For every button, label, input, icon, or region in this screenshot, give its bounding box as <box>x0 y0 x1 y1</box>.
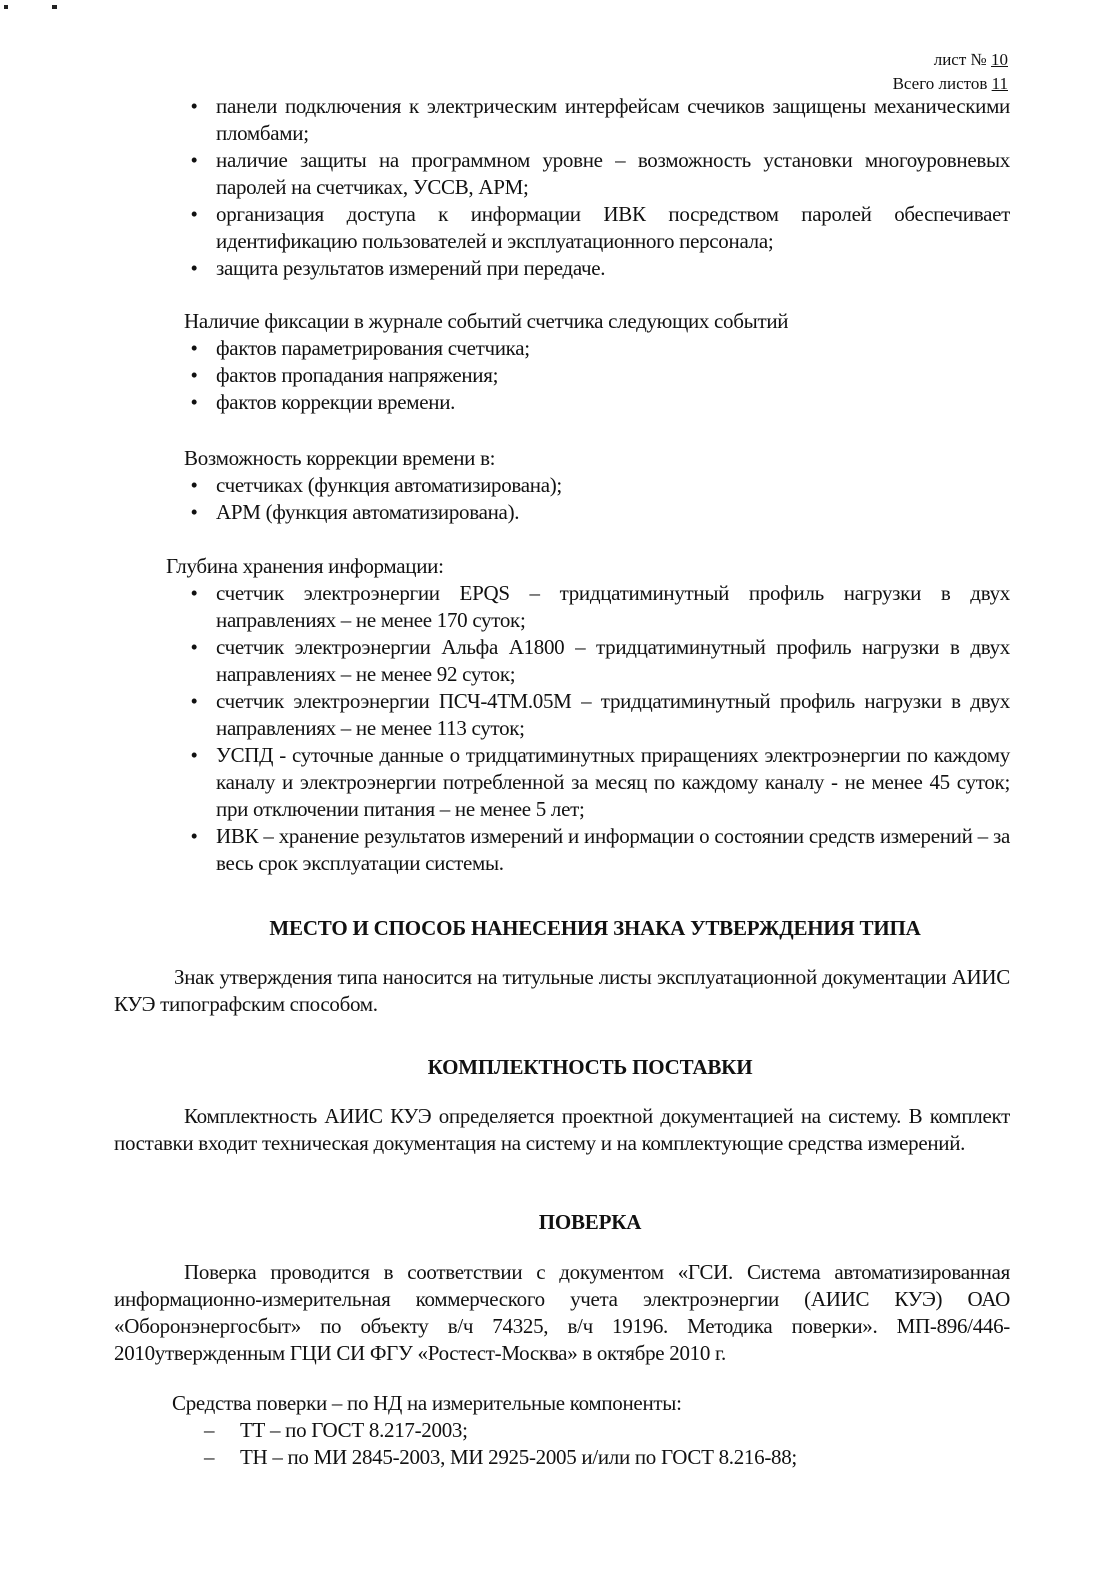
time-correction-block <box>184 445 1010 526</box>
list-item: • счетчик электроэнергии EPQS – тридцатиминутный профиль нагрузки в двух направлениях – не менее 170 суток; <box>184 580 1010 634</box>
bullet-icon: • <box>190 635 198 659</box>
sheet-label: лист № <box>933 50 987 69</box>
bullet-icon: • <box>190 824 198 848</box>
bullet-icon: • <box>190 363 198 387</box>
security-list <box>184 93 1010 282</box>
bullet-icon: • <box>190 689 198 713</box>
bullet-icon: • <box>190 743 198 767</box>
storage-list <box>184 580 1010 877</box>
list-item: • наличие защиты на программном уровне – возможность установки многоуровневых паролей на счетчиках, УССВ, АРМ; <box>184 147 1010 201</box>
events-block <box>184 308 1010 416</box>
list-item: • счетчиках (функция автоматизирована); <box>184 472 1010 499</box>
list-item: • ИВК – хранение результатов измерений и информации о состоянии средств измерений – за весь срок эксплуатации системы. <box>184 823 1010 877</box>
bullet-icon: • <box>190 473 198 497</box>
events-intro: Наличие фиксации в журнале событий счетчика следующих событий <box>184 309 789 333</box>
events-list <box>184 335 1010 416</box>
time-correction-list <box>184 472 1010 526</box>
bullet-icon: • <box>190 94 198 118</box>
list-item: • фактов коррекции времени. <box>184 389 1010 416</box>
list-item: – ТТ – по ГОСТ 8.217-2003; <box>204 1418 468 1442</box>
storage-block <box>166 553 1010 877</box>
section-text-type-mark: Знак утверждения типа наносится на титульные листы эксплуатационной документации АИИС КУЭ типографским способом. <box>114 965 1010 1016</box>
total-number: 11 <box>991 74 1008 93</box>
scan-speck <box>52 5 57 9</box>
security-list-block <box>184 93 1010 282</box>
verification-means-list <box>204 1417 1012 1471</box>
dash-icon: – <box>204 1418 215 1442</box>
storage-intro: Глубина хранения информации: <box>166 554 444 578</box>
section-title-completeness: КОМПЛЕКТНОСТЬ ПОСТАВКИ <box>427 1055 753 1079</box>
bullet-icon: • <box>190 256 198 280</box>
list-item: – ТН – по МИ 2845-2003, МИ 2925-2005 и/или по ГОСТ 8.216-88; <box>204 1445 797 1469</box>
list-item: • фактов пропадания напряжения; <box>184 362 1010 389</box>
section-title-type-mark: МЕСТО И СПОСОБ НАНЕСЕНИЯ ЗНАКА УТВЕРЖДЕНИЯ ТИПА <box>269 916 921 940</box>
verification-means-block <box>172 1390 1012 1471</box>
sheet-number: 10 <box>991 50 1008 69</box>
section-verification <box>114 1209 1010 1367</box>
scan-speck <box>4 5 8 9</box>
section-text-verification: Поверка проводится в соответствии с документом «ГСИ. Система автоматизированная информационно-измерительная коммерческого учета электроэнергии (АИИС КУЭ) ОАО «Оборонэнергосбыт» по объекту в/ч 74325, в/ч 19196. Методика поверки». МП-896/446-2010утвержденным ГЦИ СИ ФГУ «Ростест-Москва» в октябре 2010 г. <box>114 1260 1010 1365</box>
bullet-icon: • <box>190 500 198 524</box>
bullet-icon: • <box>190 336 198 360</box>
page-header <box>893 48 1008 96</box>
total-label: Всего листов <box>892 74 988 93</box>
list-item: • счетчик электроэнергии ПСЧ-4ТМ.05М – тридцатиминутный профиль нагрузки в двух направлениях – не менее 113 суток; <box>184 688 1010 742</box>
section-title-verification: ПОВЕРКА <box>538 1210 642 1234</box>
list-item: • УСПД - суточные данные о тридцатиминутных приращениях электроэнергии по каждому каналу и электроэнергии потребленной за месяц по каждому каналу - не менее 45 суток; при отключении питания – не менее 5 лет; <box>184 742 1010 823</box>
bullet-icon: • <box>190 202 198 226</box>
list-item: • панели подключения к электрическим интерфейсам счечиков защищены механическими пломбами; <box>184 93 1010 147</box>
section-completeness <box>114 1054 1010 1157</box>
bullet-icon: • <box>190 390 198 414</box>
verification-means-intro: Средства поверки – по НД на измерительные компоненты: <box>172 1391 682 1415</box>
dash-icon: – <box>204 1445 215 1469</box>
list-item: • защита результатов измерений при передаче. <box>184 255 1010 282</box>
section-text-completeness: Комплектность АИИС КУЭ определяется проектной документацией на систему. В комплект поставки входит техническая документация на систему и на комплектующие средства измерений. <box>114 1104 1010 1155</box>
list-item: • АРМ (функция автоматизирована). <box>184 499 1010 526</box>
time-correction-intro: Возможность коррекции времени в: <box>184 446 496 470</box>
list-item: • фактов параметрирования счетчика; <box>184 335 1010 362</box>
bullet-icon: • <box>190 581 198 605</box>
list-item: • счетчик электроэнергии Альфа А1800 – тридцатиминутный профиль нагрузки в двух направлениях – не менее 92 суток; <box>184 634 1010 688</box>
list-item: • организация доступа к информации ИВК посредством паролей обеспечивает идентификацию пользователей и эксплуатационного персонала; <box>184 201 1010 255</box>
sheet-number-line <box>893 48 1008 72</box>
bullet-icon: • <box>190 148 198 172</box>
section-type-mark <box>114 915 1010 1018</box>
